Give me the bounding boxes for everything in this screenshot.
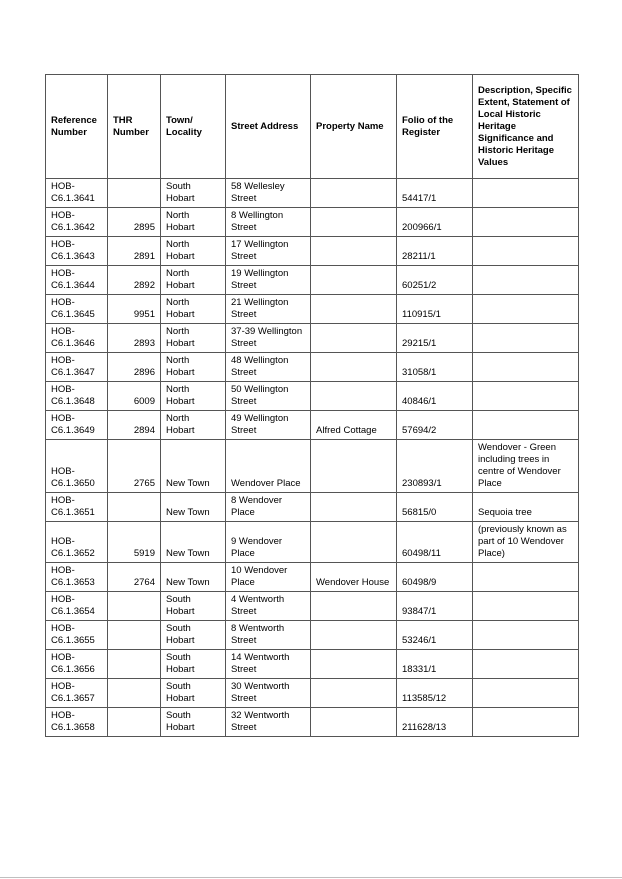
cell-folio: 56815/0 — [397, 493, 473, 522]
cell-folio: 28211/1 — [397, 237, 473, 266]
cell-street-address: 21 Wellington Street — [226, 295, 311, 324]
cell-description — [473, 708, 579, 737]
cell-thr-number: 2892 — [108, 266, 161, 295]
cell-town-locality: New Town — [161, 522, 226, 563]
cell-town-locality: North Hobart — [161, 324, 226, 353]
cell-folio: 93847/1 — [397, 592, 473, 621]
cell-town-locality: North Hobart — [161, 353, 226, 382]
table-row — [46, 522, 579, 563]
cell-town-locality: North Hobart — [161, 411, 226, 440]
cell-description — [473, 382, 579, 411]
cell-description — [473, 353, 579, 382]
table-row — [46, 237, 579, 266]
cell-property-name — [311, 708, 397, 737]
cell-street-address: 48 Wellington Street — [226, 353, 311, 382]
cell-folio: 211628/13 — [397, 708, 473, 737]
cell-thr-number — [108, 179, 161, 208]
table-row — [46, 708, 579, 737]
cell-street-address: 10 Wendover Place — [226, 563, 311, 592]
cell-street-address: 19 Wellington Street — [226, 266, 311, 295]
table-row — [46, 179, 579, 208]
table-row — [46, 353, 579, 382]
cell-description — [473, 295, 579, 324]
cell-folio: 29215/1 — [397, 324, 473, 353]
table-row — [46, 650, 579, 679]
cell-street-address: 32 Wentworth Street — [226, 708, 311, 737]
cell-thr-number — [108, 650, 161, 679]
cell-town-locality: North Hobart — [161, 382, 226, 411]
cell-property-name: Alfred Cottage — [311, 411, 397, 440]
cell-town-locality: North Hobart — [161, 208, 226, 237]
cell-street-address: 49 Wellington Street — [226, 411, 311, 440]
cell-town-locality: North Hobart — [161, 266, 226, 295]
cell-town-locality: North Hobart — [161, 237, 226, 266]
cell-property-name — [311, 324, 397, 353]
cell-property-name — [311, 295, 397, 324]
cell-street-address: 8 Wentworth Street — [226, 621, 311, 650]
cell-town-locality: North Hobart — [161, 295, 226, 324]
table-row — [46, 208, 579, 237]
cell-property-name — [311, 266, 397, 295]
cell-street-address: 8 Wendover Place — [226, 493, 311, 522]
cell-street-address: 14 Wentworth Street — [226, 650, 311, 679]
cell-folio: 230893/1 — [397, 440, 473, 493]
cell-description — [473, 179, 579, 208]
table-row — [46, 266, 579, 295]
cell-folio: 18331/1 — [397, 650, 473, 679]
cell-reference-number: HOB-C6.1.3658 — [46, 708, 108, 737]
table-body — [46, 179, 579, 737]
cell-thr-number — [108, 493, 161, 522]
table-row — [46, 493, 579, 522]
table-row — [46, 440, 579, 493]
table-row — [46, 324, 579, 353]
cell-property-name — [311, 237, 397, 266]
cell-description — [473, 679, 579, 708]
cell-street-address: 4 Wentworth Street — [226, 592, 311, 621]
cell-property-name — [311, 179, 397, 208]
cell-description: Wendover - Green including trees in centre of Wendover Place — [473, 440, 579, 493]
table-row — [46, 411, 579, 440]
cell-thr-number: 5919 — [108, 522, 161, 563]
cell-folio: 60498/11 — [397, 522, 473, 563]
cell-thr-number — [108, 708, 161, 737]
table-row — [46, 621, 579, 650]
cell-folio: 31058/1 — [397, 353, 473, 382]
cell-street-address: 58 Wellesley Street — [226, 179, 311, 208]
cell-property-name: Wendover House — [311, 563, 397, 592]
cell-property-name — [311, 522, 397, 563]
cell-reference-number: HOB-C6.1.3642 — [46, 208, 108, 237]
cell-reference-number: HOB-C6.1.3641 — [46, 179, 108, 208]
cell-description: Sequoia tree — [473, 493, 579, 522]
cell-thr-number: 2894 — [108, 411, 161, 440]
heritage-register-table — [45, 74, 579, 737]
cell-property-name — [311, 208, 397, 237]
cell-thr-number: 2893 — [108, 324, 161, 353]
cell-property-name — [311, 353, 397, 382]
cell-street-address: 37-39 Wellington Street — [226, 324, 311, 353]
header-description: Description, Specific Extent, Statement of Local Historic Heritage Significance and Historic Heritage Values — [473, 75, 579, 179]
cell-town-locality: South Hobart — [161, 650, 226, 679]
cell-description — [473, 237, 579, 266]
cell-reference-number: HOB-C6.1.3656 — [46, 650, 108, 679]
cell-street-address: 9 Wendover Place — [226, 522, 311, 563]
cell-reference-number: HOB-C6.1.3643 — [46, 237, 108, 266]
table-row — [46, 382, 579, 411]
header-reference-number: Reference Number — [46, 75, 108, 179]
cell-reference-number: HOB-C6.1.3651 — [46, 493, 108, 522]
cell-description — [473, 411, 579, 440]
cell-reference-number: HOB-C6.1.3644 — [46, 266, 108, 295]
cell-property-name — [311, 440, 397, 493]
cell-thr-number: 6009 — [108, 382, 161, 411]
cell-folio: 54417/1 — [397, 179, 473, 208]
cell-property-name — [311, 493, 397, 522]
cell-folio: 60251/2 — [397, 266, 473, 295]
cell-street-address: 17 Wellington Street — [226, 237, 311, 266]
cell-reference-number: HOB-C6.1.3645 — [46, 295, 108, 324]
cell-folio: 110915/1 — [397, 295, 473, 324]
cell-thr-number: 2895 — [108, 208, 161, 237]
cell-folio: 113585/12 — [397, 679, 473, 708]
table-row — [46, 679, 579, 708]
cell-reference-number: HOB-C6.1.3648 — [46, 382, 108, 411]
cell-thr-number: 2765 — [108, 440, 161, 493]
header-property-name: Property Name — [311, 75, 397, 179]
cell-description — [473, 592, 579, 621]
cell-property-name — [311, 679, 397, 708]
cell-thr-number: 2764 — [108, 563, 161, 592]
cell-town-locality: New Town — [161, 440, 226, 493]
cell-reference-number: HOB-C6.1.3655 — [46, 621, 108, 650]
cell-reference-number: HOB-C6.1.3646 — [46, 324, 108, 353]
table-row — [46, 563, 579, 592]
cell-thr-number: 9951 — [108, 295, 161, 324]
cell-town-locality: New Town — [161, 563, 226, 592]
cell-property-name — [311, 592, 397, 621]
cell-thr-number — [108, 592, 161, 621]
cell-thr-number: 2896 — [108, 353, 161, 382]
cell-reference-number: HOB-C6.1.3657 — [46, 679, 108, 708]
cell-town-locality: South Hobart — [161, 621, 226, 650]
table-row — [46, 295, 579, 324]
cell-description — [473, 650, 579, 679]
cell-street-address: 30 Wentworth Street — [226, 679, 311, 708]
header-thr-number: THR Number — [108, 75, 161, 179]
cell-description — [473, 563, 579, 592]
cell-reference-number: HOB-C6.1.3654 — [46, 592, 108, 621]
cell-description — [473, 266, 579, 295]
page-bottom-rule — [0, 877, 622, 878]
cell-folio: 53246/1 — [397, 621, 473, 650]
cell-thr-number — [108, 679, 161, 708]
cell-folio: 40846/1 — [397, 382, 473, 411]
cell-property-name — [311, 621, 397, 650]
cell-street-address: 50 Wellington Street — [226, 382, 311, 411]
cell-thr-number — [108, 621, 161, 650]
cell-street-address: Wendover Place — [226, 440, 311, 493]
cell-town-locality: South Hobart — [161, 179, 226, 208]
cell-property-name — [311, 382, 397, 411]
table-row — [46, 592, 579, 621]
cell-reference-number: HOB-C6.1.3652 — [46, 522, 108, 563]
cell-reference-number: HOB-C6.1.3649 — [46, 411, 108, 440]
cell-street-address: 8 Wellington Street — [226, 208, 311, 237]
cell-description — [473, 208, 579, 237]
cell-reference-number: HOB-C6.1.3650 — [46, 440, 108, 493]
cell-description — [473, 324, 579, 353]
cell-town-locality: New Town — [161, 493, 226, 522]
table-header-row — [46, 75, 579, 179]
cell-description: (previously known as part of 10 Wendover Place) — [473, 522, 579, 563]
header-street-address: Street Address — [226, 75, 311, 179]
cell-folio: 60498/9 — [397, 563, 473, 592]
cell-town-locality: South Hobart — [161, 592, 226, 621]
cell-description — [473, 621, 579, 650]
cell-property-name — [311, 650, 397, 679]
cell-reference-number: HOB-C6.1.3647 — [46, 353, 108, 382]
cell-reference-number: HOB-C6.1.3653 — [46, 563, 108, 592]
cell-folio: 57694/2 — [397, 411, 473, 440]
header-folio: Folio of the Register — [397, 75, 473, 179]
cell-town-locality: South Hobart — [161, 708, 226, 737]
header-town-locality: Town/ Locality — [161, 75, 226, 179]
cell-town-locality: South Hobart — [161, 679, 226, 708]
cell-thr-number: 2891 — [108, 237, 161, 266]
cell-folio: 200966/1 — [397, 208, 473, 237]
